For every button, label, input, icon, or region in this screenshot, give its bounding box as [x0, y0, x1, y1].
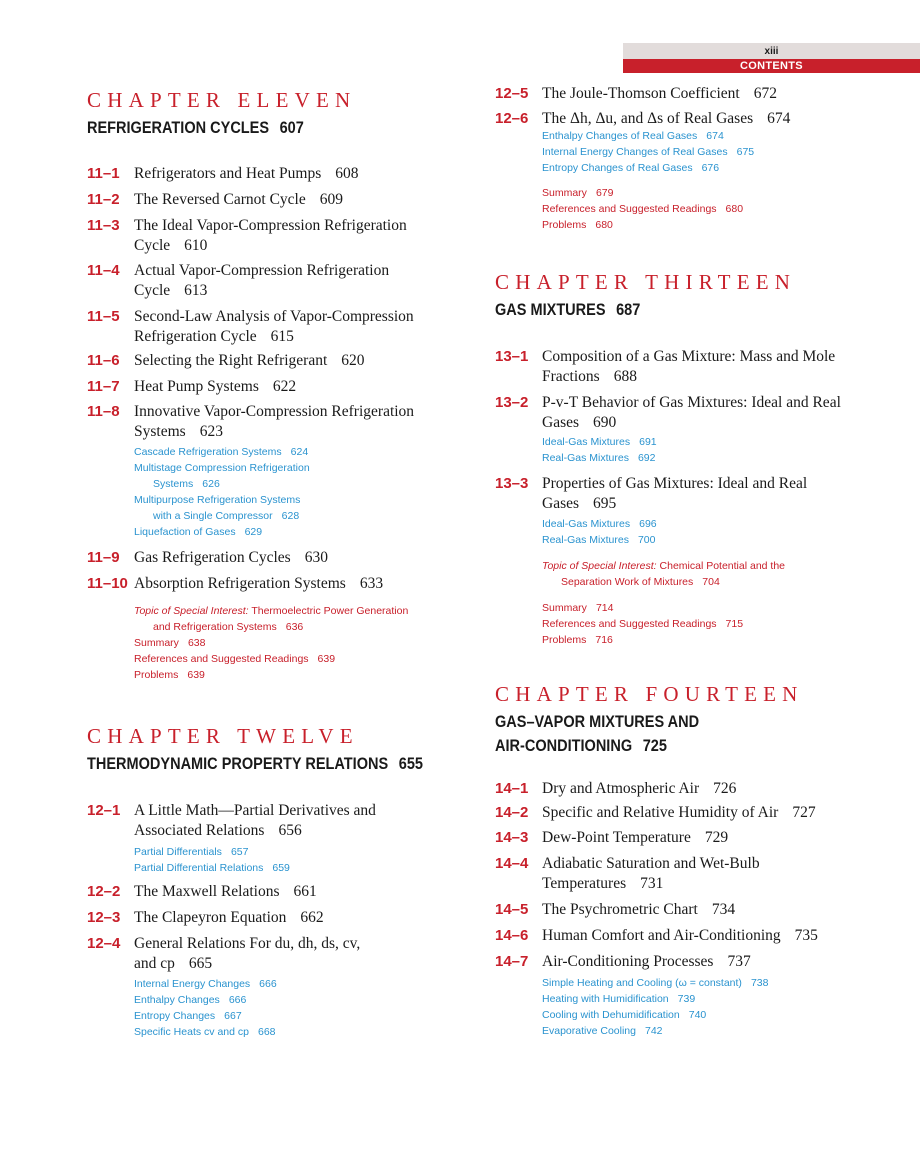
toc-entry-11-10[interactable]: 11–10 Absorption Refrigeration Systems 633 [87, 575, 384, 592]
toc-entry-12-6[interactable]: 12–6 The Δh, Δu, and Δs of Real Gases 674 [495, 110, 791, 127]
special-topic-continued[interactable]: and Refrigeration Systems 636 [153, 621, 304, 633]
toc-subentry[interactable]: Internal Energy Changes 666 [134, 978, 277, 990]
toc-subentry[interactable]: Evaporative Cooling 742 [542, 1025, 663, 1037]
end-matter-problems[interactable]: Problems 716 [542, 634, 613, 646]
toc-entry-11-2[interactable]: 11–2 The Reversed Carnot Cycle 609 [87, 191, 343, 208]
toc-subentry[interactable]: Multistage Compression Refrigeration [134, 462, 310, 474]
toc-entry-12-1[interactable]: 12–1 A Little Math—Partial Derivatives and Associated Relations 656 [87, 802, 376, 839]
toc-entry-11-9[interactable]: 11–9 Gas Refrigeration Cycles 630 [87, 549, 328, 566]
toc-entry-11-5[interactable]: 11–5 Second-Law Analysis of Vapor-Compression Refrigeration Cycle 615 [87, 308, 414, 345]
toc-subentry-continued[interactable]: with a Single Compressor 628 [153, 510, 300, 522]
toc-subentry[interactable]: Partial Differential Relations 659 [134, 862, 290, 874]
toc-subentry[interactable]: Multipurpose Refrigeration Systems [134, 494, 301, 506]
end-matter-problems[interactable]: Problems 639 [134, 669, 205, 681]
chapter-word: CHAPTER THIRTEEN [495, 270, 797, 294]
toc-subentry[interactable]: Entropy Changes 667 [134, 1010, 242, 1022]
page-number: xiii [623, 43, 920, 59]
toc-entry-12-2[interactable]: 12–2 The Maxwell Relations 661 [87, 883, 317, 900]
toc-subentry[interactable]: Simple Heating and Cooling (ω = constant) 738 [542, 977, 769, 989]
end-matter-summary[interactable]: Summary 679 [542, 187, 614, 199]
toc-subentry[interactable]: Liquefaction of Gases 629 [134, 526, 263, 538]
chapter-page: 687 [616, 301, 641, 319]
toc-entry-14-4[interactable]: 14–4 Adiabatic Saturation and Wet-Bulb Temperatures 731 [495, 855, 760, 892]
toc-subentry[interactable]: Ideal-Gas Mixtures 691 [542, 436, 657, 448]
chapter-title: GAS MIXTURES 687 [495, 301, 641, 319]
toc-subentry[interactable]: Ideal-Gas Mixtures 696 [542, 518, 657, 530]
end-matter-references[interactable]: References and Suggested Readings 715 [542, 618, 744, 630]
toc-subentry[interactable]: Enthalpy Changes of Real Gases 674 [542, 130, 724, 142]
toc-subentry[interactable]: Enthalpy Changes 666 [134, 994, 247, 1006]
end-matter-problems[interactable]: Problems 680 [542, 219, 613, 231]
chapter-title: REFRIGERATION CYCLES 607 [87, 119, 304, 137]
toc-subentry[interactable]: Cooling with Dehumidification 740 [542, 1009, 707, 1021]
chapter-12-heading [87, 724, 467, 776]
toc-subentry[interactable]: Cascade Refrigeration Systems 624 [134, 446, 309, 458]
chapter-word: CHAPTER FOURTEEN [495, 682, 804, 706]
right-column [495, 0, 895, 1151]
chapter-page: 725 [642, 737, 667, 755]
toc-subentry[interactable]: Internal Energy Changes of Real Gases 675 [542, 146, 755, 158]
toc-entry-14-5[interactable]: 14–5 The Psychrometric Chart 734 [495, 901, 736, 918]
toc-entry-11-7[interactable]: 11–7 Heat Pump Systems 622 [87, 378, 297, 395]
toc-entry-14-2[interactable]: 14–2 Specific and Relative Humidity of Air 727 [495, 804, 816, 821]
toc-entry-11-8[interactable]: 11–8 Innovative Vapor-Compression Refrigeration Systems 623 [87, 403, 415, 440]
toc-entry-11-3[interactable]: 11–3 The Ideal Vapor-Compression Refrigeration Cycle 610 [87, 217, 407, 254]
end-matter-summary[interactable]: Summary 714 [542, 602, 614, 614]
toc-subentry[interactable]: Partial Differentials 657 [134, 846, 249, 858]
end-matter-references[interactable]: References and Suggested Readings 639 [134, 653, 336, 665]
toc-entry-11-4[interactable]: 11–4 Actual Vapor-Compression Refrigeration Cycle 613 [87, 262, 390, 299]
chapter-word: CHAPTER TWELVE [87, 724, 359, 748]
chapter-13-heading [495, 270, 895, 322]
end-matter-references[interactable]: References and Suggested Readings 680 [542, 203, 744, 215]
chapter-title: THERMODYNAMIC PROPERTY RELATIONS 655 [87, 755, 423, 773]
end-matter-summary[interactable]: Summary 638 [134, 637, 206, 649]
special-topic[interactable]: Topic of Special Interest: Chemical Potential and the [542, 560, 786, 572]
special-topic[interactable]: Topic of Special Interest: Thermoelectric Power Generation [134, 605, 409, 617]
special-topic-continued[interactable]: Separation Work of Mixtures 704 [561, 576, 720, 588]
toc-entry-11-1[interactable]: 11–1 Refrigerators and Heat Pumps 608 [87, 165, 359, 182]
toc-entry-13-2[interactable]: 13–2 P-v-T Behavior of Gas Mixtures: Ideal and Real Gases 690 [495, 394, 841, 431]
toc-entry-12-4[interactable]: 12–4 General Relations For du, dh, ds, cv, and cp 665 [87, 935, 361, 972]
toc-entry-14-6[interactable]: 14–6 Human Comfort and Air-Conditioning 735 [495, 927, 818, 944]
toc-subentry-continued[interactable]: Systems 626 [153, 478, 220, 490]
toc-subentry[interactable]: Entropy Changes of Real Gases 676 [542, 162, 720, 174]
chapter-14-heading [495, 682, 895, 758]
chapter-11-heading [87, 88, 467, 140]
chapter-page: 655 [398, 755, 423, 773]
toc-entry-12-3[interactable]: 12–3 The Clapeyron Equation 662 [87, 909, 324, 926]
toc-entry-12-5[interactable]: 12–5 The Joule-Thomson Coefficient 672 [495, 85, 777, 102]
toc-subentry[interactable]: Specific Heats cv and cp 668 [134, 1026, 276, 1038]
running-header-label: CONTENTS [623, 59, 920, 73]
toc-entry-13-3[interactable]: 13–3 Properties of Gas Mixtures: Ideal and Real Gases 695 [495, 475, 808, 512]
toc-subentry[interactable]: Heating with Humidification 739 [542, 993, 696, 1005]
toc-entry-13-1[interactable]: 13–1 Composition of a Gas Mixture: Mass and Mole Fractions 688 [495, 348, 836, 385]
chapter-title: GAS–VAPOR MIXTURES AND AIR-CONDITIONING 725 [495, 713, 700, 755]
chapter-word: CHAPTER ELEVEN [87, 88, 357, 112]
toc-entry-14-7[interactable]: 14–7 Air-Conditioning Processes 737 [495, 953, 751, 970]
chapter-page: 607 [279, 119, 304, 137]
left-column [87, 0, 467, 1151]
toc-entry-14-1[interactable]: 14–1 Dry and Atmospheric Air 726 [495, 780, 737, 797]
toc-subentry[interactable]: Real-Gas Mixtures 692 [542, 452, 656, 464]
toc-entry-14-3[interactable]: 14–3 Dew-Point Temperature 729 [495, 829, 729, 846]
toc-entry-11-6[interactable]: 11–6 Selecting the Right Refrigerant 620 [87, 352, 365, 369]
toc-subentry[interactable]: Real-Gas Mixtures 700 [542, 534, 656, 546]
